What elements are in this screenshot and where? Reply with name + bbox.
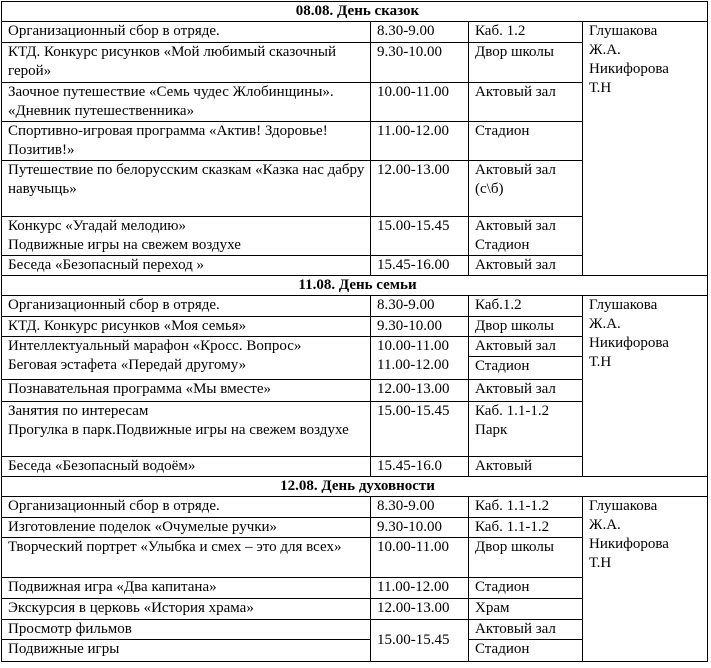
responsible-line: Ж.А. — [589, 316, 621, 332]
time-cell: 15.45-16.0 — [371, 457, 469, 477]
event-cell: Изготовление поделок «Очумелые ручки» — [2, 518, 371, 538]
event-cell: Познавательная программа «Мы вместе» — [2, 380, 371, 402]
time-cell: 8.30-9.00 — [371, 296, 469, 317]
responsible-line: Никифорова — [589, 536, 669, 552]
time-cell — [371, 337, 469, 380]
event-line: Подвижные игры — [2, 639, 370, 659]
event-cell: Подвижная игра «Два капитана» — [2, 578, 371, 599]
event-line: Просмотр фильмов — [8, 621, 132, 637]
event-cell — [2, 337, 371, 380]
event-cell: Экскурсия в церковь «История храма» — [2, 599, 371, 620]
day-header-row — [2, 477, 708, 497]
responsible-line: Никифорова — [589, 335, 669, 351]
responsible-line: Никифорова — [589, 61, 669, 77]
event-line: Подвижные игры на свежем воздухе — [8, 237, 241, 253]
time-cell: 12.00-13.00 — [371, 599, 469, 620]
responsible-line: Глушакова — [589, 23, 658, 39]
responsible-line: Глушакова — [589, 297, 658, 313]
table-row — [2, 296, 708, 317]
time-cell: 10.00-11.00 — [371, 83, 469, 122]
day-title: 08.08. День сказок — [2, 2, 708, 22]
place-line: Актовый зал — [475, 338, 556, 354]
time-cell: 12.00-13.00 — [371, 380, 469, 402]
place-cell: Каб.1.2 — [469, 296, 583, 317]
event-line: Беговая эстафета «Передай другому» — [8, 357, 247, 373]
time-cell: 9.30-10.00 — [371, 518, 469, 538]
place-cell — [469, 620, 583, 662]
event-cell — [2, 217, 371, 256]
event-cell: Путешествие по белорусским сказкам «Казка нас дабру навучыць» — [2, 161, 371, 217]
place-line: Стадион — [475, 237, 530, 253]
place-cell: Актовый зал — [469, 83, 583, 122]
event-line: Занятия по интересам — [8, 403, 149, 419]
place-cell: Актовый зал — [469, 380, 583, 402]
responsible-line: Т.Н — [589, 354, 612, 370]
time-cell: 9.30-10.00 — [371, 317, 469, 337]
responsible-cell — [583, 22, 708, 276]
event-line: Прогулка в парк.Подвижные игры на свежем воздухе — [8, 422, 349, 438]
table-row — [2, 22, 708, 43]
place-cell: Двор школы — [469, 317, 583, 337]
event-cell: Организационный сбор в отряде. — [2, 296, 371, 317]
day-header-row — [2, 2, 708, 22]
time-line: 10.00-11.00 — [377, 338, 449, 354]
time-line: 11.00-12.00 — [377, 357, 449, 373]
day-header-row — [2, 276, 708, 296]
event-cell: КТД. Конкурс рисунков «Моя семья» — [2, 317, 371, 337]
responsible-line: Т.Н — [589, 80, 612, 96]
place-cell — [469, 217, 583, 256]
time-cell: 15.45-16.00 — [371, 256, 469, 276]
schedule-table — [1, 1, 708, 662]
event-cell — [2, 620, 371, 662]
time-cell: 12.00-13.00 — [371, 161, 469, 217]
event-cell: Организационный сбор в отряде. — [2, 497, 371, 518]
place-line: Каб. 1.1-1.2 — [475, 403, 550, 419]
place-cell — [469, 337, 583, 380]
responsible-cell — [583, 497, 708, 662]
responsible-line: Ж.А. — [589, 517, 621, 533]
time-cell: 15.00-15.45 — [371, 217, 469, 256]
place-cell — [469, 402, 583, 457]
place-cell: Двор школы — [469, 538, 583, 578]
place-line: Стадион — [469, 639, 582, 659]
event-cell: Организационный сбор в отряде. — [2, 22, 371, 43]
event-cell: Беседа «Безопасный переход » — [2, 256, 371, 276]
place-cell: Двор школы — [469, 43, 583, 83]
time-cell: 15.00-15.45 — [371, 402, 469, 457]
place-cell: Актовый — [469, 457, 583, 477]
place-line: Стадион — [469, 356, 582, 376]
place-cell: Стадион — [469, 578, 583, 599]
time-cell: 15.00-15.45 — [371, 620, 469, 662]
time-cell: 9.30-10.00 — [371, 43, 469, 83]
place-line: Актовый зал — [475, 218, 556, 234]
event-line: Конкурс «Угадай мелодию» — [8, 218, 187, 234]
place-cell: Стадион — [469, 122, 583, 161]
day-title: 11.08. День семьи — [2, 276, 708, 296]
event-cell: КТД. Конкурс рисунков «Мой любимый сказочный герой» — [2, 43, 371, 83]
place-cell: Актовый зал (с\б) — [469, 161, 583, 217]
time-cell: 8.30-9.00 — [371, 22, 469, 43]
time-cell: 8.30-9.00 — [371, 497, 469, 518]
place-cell: Каб. 1.1-1.2 — [469, 497, 583, 518]
place-cell: Храм — [469, 599, 583, 620]
time-cell: 10.00-11.00 — [371, 538, 469, 578]
event-cell: Творческий портрет «Улыбка и смех – это для всех» — [2, 538, 371, 578]
responsible-line: Т.Н — [589, 555, 612, 571]
event-cell: Беседа «Безопасный водоём» — [2, 457, 371, 477]
event-cell — [2, 402, 371, 457]
time-cell: 11.00-12.00 — [371, 578, 469, 599]
event-line: Интеллектуальный марафон «Кросс. Вопрос» — [8, 338, 302, 354]
time-cell: 11.00-12.00 — [371, 122, 469, 161]
table-row — [2, 497, 708, 518]
place-cell: Каб. 1.1-1.2 — [469, 518, 583, 538]
day-title: 12.08. День духовности — [2, 477, 708, 497]
responsible-line: Глушакова — [589, 498, 658, 514]
place-cell: Актовый зал — [469, 256, 583, 276]
place-cell: Каб. 1.2 — [469, 22, 583, 43]
responsible-line: Ж.А. — [589, 42, 621, 58]
place-line: Актовый зал — [475, 621, 556, 637]
event-cell: Заочное путешествие «Семь чудес Жлобинщины». «Дневник путешественника» — [2, 83, 371, 122]
place-line: Парк — [475, 422, 508, 438]
responsible-cell — [583, 296, 708, 477]
event-cell: Спортивно-игровая программа «Актив! Здоровье! Позитив!» — [2, 122, 371, 161]
